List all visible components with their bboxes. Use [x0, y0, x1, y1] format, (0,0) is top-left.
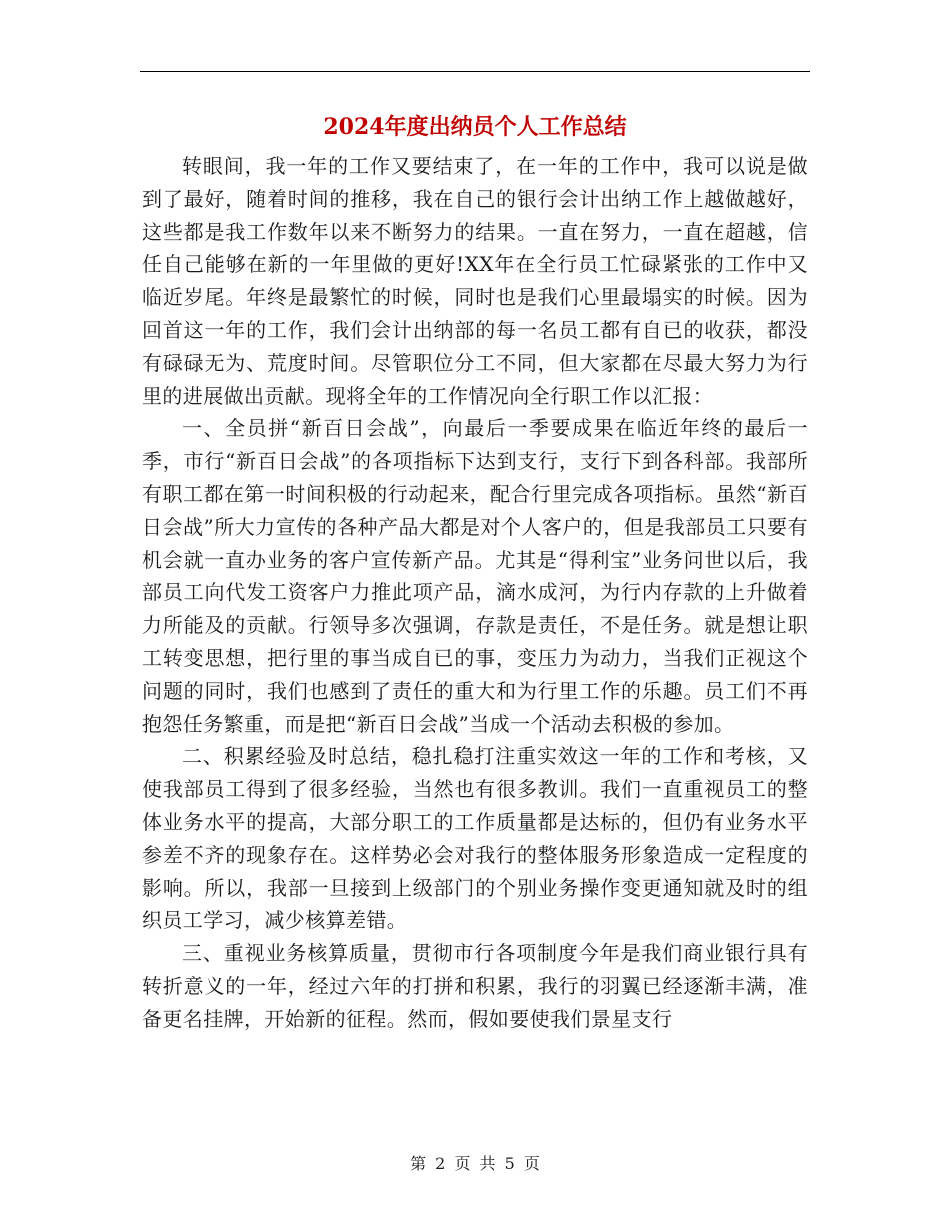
paragraph-section-1: 一、全员拼“新百日会战”，向最后一季要成果在临近年终的最后一季，市行“新百日会战”的各项指标下达到支行，支行下到各科部。我部所有职工都在第一时间积极的行动起来，配合行里完成各项指标。虽然“新百日会战”所大力宣传的各种产品大都是对个人客户的，但是我部员工只要有机会就一直办业务的客户宣传新产品。尤其是“得利宝”业务问世以后，我部员工向代发工资客户力推此项产品，滴水成河，为行内存款的上升做着力所能及的贡献。行领导多次强调，存款是责任，不是任务。就是想让职工转变思想，把行里的事当成自已的事，变压力为动力，当我们正视这个问题的同时，我们也感到了责任的重大和为行里工作的乐趣。员工们不再抱怨任务繁重，而是把“新百日会战”当成一个活动去积极的参加。 [142, 416, 808, 736]
page-number-footer: 第 2 页 共 5 页 [410, 1154, 540, 1173]
paragraph-section-3: 三、重视业务核算质量，贯彻市行各项制度今年是我们商业银行具有转折意义的一年，经过六年的打拼和积累，我行的羽翼已经逐渐丰满，准备更名挂牌，开始新的征程。然而，假如要使我们景星支行 [142, 941, 808, 1031]
paragraph-section-2: 二、积累经验及时总结，稳扎稳打注重实效这一年的工作和考核，又使我部员工得到了很多经验，当然也有很多教训。我们一直重视员工的整体业务水平的提高，大部分职工的工作质量都是达标的，但仍有业务水平参差不齐的现象存在。这样势必会对我行的整体服务形象造成一定程度的影响。所以，我部一旦接到上级部门的个别业务操作变更通知就及时的组织员工学习，减少核算差错。 [142, 744, 808, 933]
document-title: 2024年度出纳员个人工作总结 [323, 114, 627, 140]
document-body [142, 150, 808, 1036]
paragraph-intro: 转眼间，我一年的工作又要结束了，在一年的工作中，我可以说是做到了最好，随着时间的推移，我在自己的银行会计出纳工作上越做越好，这些都是我工作数年以来不断努力的结果。一直在努力，一直在超越，信任自己能够在新的一年里做的更好!XX年在全行员工忙碌紧张的工作中又临近岁尾。年终是最繁忙的时候，同时也是我们心里最塌实的时候。因为回首这一年的工作，我们会计出纳部的每一名员工都有自已的收获，都没有碌碌无为、荒度时间。尽管职位分工不同，但大家都在尽最大努力为行里的进展做出贡献。现将全年的工作情况向全行职工作以汇报： [142, 154, 808, 408]
header-rule [140, 71, 810, 72]
